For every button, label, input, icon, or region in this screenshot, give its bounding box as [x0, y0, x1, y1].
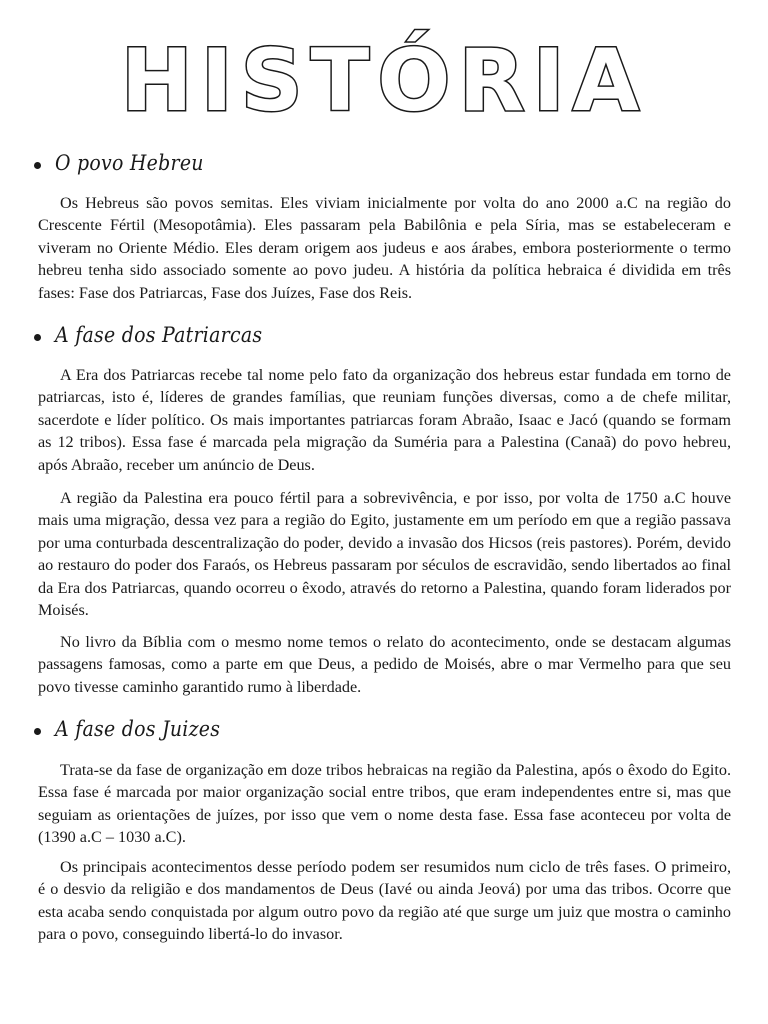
section-heading-text: A fase dos Patriarcas — [55, 323, 263, 347]
page-title: HISTÓRIA — [120, 31, 648, 128]
section-heading-text: O povo Hebreu — [55, 151, 204, 175]
paragraph: Trata-se da fase de organização em doze tribos hebraicas na região da Palestina, após o êxodo do Egito. Essa fase é marcada por maior organização social entre tribos, que eram independentes entre si, mas que seguiam as orientações de juízes, por isso que vem o nome desta fase. Essa fase aconteceu por volta de (1390 a.C – 1030 a.C). — [38, 761, 731, 847]
paragraph: No livro da Bíblia com o mesmo nome temos o relato do acontecimento, onde se destacam algumas passagens famosas, como a parte em que Deus, a pedido de Moisés, abre o mar Vermelho para que seu povo tivesse caminho garantido rumo à liberdade. — [38, 633, 731, 696]
section-heading-juizes — [34, 712, 239, 746]
section-heading-patriarcas — [34, 318, 285, 352]
title-outline-art — [0, 18, 768, 128]
paragraph: A região da Palestina era pouco fértil para a sobrevivência, e por isso, por volta de 1750 a.C houve mais uma migração, dessa vez para a região do Egito, justamente em um período em que a região passava por uma conturbada descentralização do poder, devido a invasão dos Hicsos (reis pastores). Porém, devido ao restauro do poder dos Faraós, os Hebreus passaram por séculos de escravidão, sendo libertados ao final da Era dos Patriarcas, quando ocorreu o êxodo, através do retorno a Palestina, quando foram liderados por Moisés. — [38, 489, 731, 620]
bullet-icon — [34, 162, 41, 169]
title-banner — [0, 18, 768, 128]
paragraph: Os principais acontecimentos desse período podem ser resumidos num ciclo de três fases. O primeiro, é o desvio da religião e dos mandamentos de Deus (Iavé ou ainda Jeová) por uma das tribos. Ocorre que esta acaba sendo conquistada por algum outro povo da região até que surge um juiz que mostra o caminho para o povo, conseguindo libertá-lo do invasor. — [38, 858, 731, 944]
paragraph: A Era dos Patriarcas recebe tal nome pelo fato da organização dos hebreus estar fundada em torno de patriarcas, isto é, líderes de grandes famílias, que reuniam funções diversas, como a de chefe militar, sacerdote e líder político. Os mais importantes patriarcas foram Abraão, Isaac e Jacó (quando se formam as 12 tribos). Essa fase é marcada pela migração da Suméria para a Palestina (Canaã) do povo hebreu, após Abraão, receber um anúncio de Deus. — [38, 366, 731, 474]
paragraph: Os Hebreus são povos semitas. Eles viviam inicialmente por volta do ano 2000 a.C na região do Crescente Fértil (Mesopotâmia). Eles passaram pela Babilônia e pela Síria, mas se estabeleceram e viveram no Oriente Médio. Eles deram origem aos judeus e aos árabes, embora posteriormente o termo hebreu tenha sido associado somente ao povo judeu. A história da política hebraica é dividida em três fases: Fase dos Patriarcas, Fase dos Juízes, Fase dos Reis. — [38, 194, 731, 302]
section-heading-text: A fase dos Juizes — [55, 717, 221, 741]
section-heading-povo-hebreu — [34, 146, 220, 180]
bullet-icon — [34, 334, 41, 341]
bullet-icon — [34, 728, 41, 735]
